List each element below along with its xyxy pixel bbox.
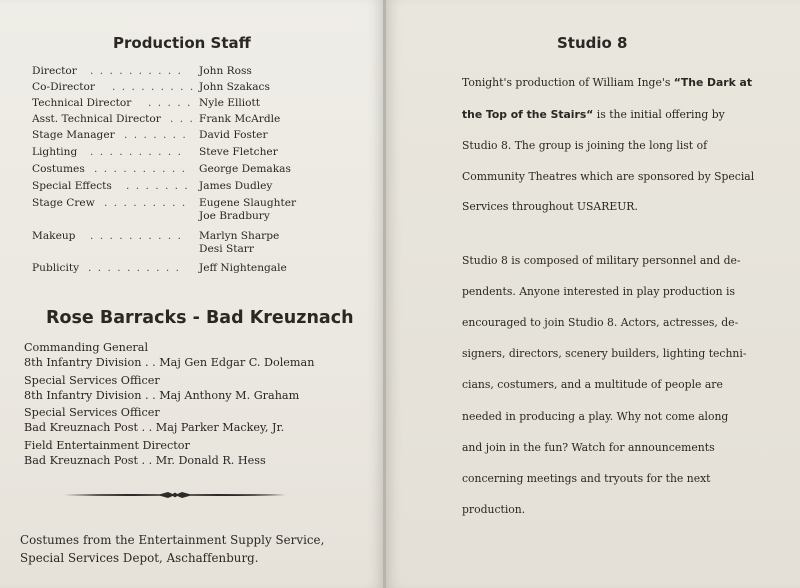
staff-role: Makeup bbox=[32, 230, 76, 242]
staff-dots: . . . . . . . . . bbox=[112, 81, 195, 93]
body-line: needed in producing a play. Why not come along bbox=[462, 410, 729, 423]
intro-line bbox=[462, 108, 725, 121]
staff-row bbox=[32, 129, 268, 141]
staff-dots: . . . . . . . . . . bbox=[94, 163, 187, 175]
staff-role: Lighting bbox=[32, 146, 78, 158]
staff-row bbox=[32, 180, 273, 192]
body-line: encouraged to join Studio 8. Actors, actresses, de- bbox=[462, 316, 739, 329]
intro-line: Community Theatres which are sponsored by Special bbox=[462, 170, 755, 183]
staff-row bbox=[32, 262, 287, 274]
staff-dots: . . . bbox=[170, 113, 195, 125]
staff-role: Publicity bbox=[32, 262, 80, 274]
staff-row bbox=[32, 197, 297, 222]
staff-dots: . . . . . . . bbox=[126, 180, 190, 192]
ornament-divider bbox=[64, 489, 286, 501]
play-title: “The Dark at bbox=[673, 76, 752, 89]
officer-line: 8th Infantry Division . . Maj Gen Edgar C. Doleman bbox=[24, 356, 315, 369]
costumes-credit-line: Special Services Depot, Aschaffenburg. bbox=[20, 551, 259, 565]
staff-role: Stage Crew bbox=[32, 197, 95, 209]
staff-name: John Ross bbox=[199, 65, 252, 77]
staff-dots: . . . . . . . bbox=[124, 129, 188, 141]
officer-title: Commanding General bbox=[24, 341, 149, 354]
intro-text: Tonight's production of William Inge's bbox=[462, 76, 674, 89]
staff-role: Costumes bbox=[32, 163, 85, 175]
staff-dots: . . . . . . . . . . bbox=[90, 146, 183, 158]
staff-role: Stage Manager bbox=[32, 129, 115, 141]
officer-line: Bad Kreuznach Post . . Mr. Donald R. Hess bbox=[24, 454, 266, 467]
staff-name: Marlyn Sharpe bbox=[199, 230, 280, 242]
production-staff-heading: Production Staff bbox=[113, 34, 251, 52]
body-line: signers, directors, scenery builders, lighting techni- bbox=[462, 347, 747, 360]
staff-row bbox=[32, 146, 278, 158]
staff-role: Technical Director bbox=[32, 97, 132, 109]
staff-dots: . . . . . . . . . . bbox=[88, 262, 181, 274]
body-line: pendents. Anyone interested in play production is bbox=[462, 285, 736, 298]
intro-line bbox=[462, 76, 752, 89]
officer-line: 8th Infantry Division . . Maj Anthony M. Graham bbox=[24, 389, 300, 402]
staff-row bbox=[32, 65, 252, 77]
staff-dots: . . . . . . . . . . bbox=[90, 230, 183, 242]
staff-name: James Dudley bbox=[199, 180, 273, 192]
staff-row bbox=[32, 81, 270, 93]
body-line: cians, costumers, and a multitude of people are bbox=[462, 378, 723, 391]
staff-role: Director bbox=[32, 65, 77, 77]
left-page bbox=[0, 0, 383, 588]
barracks-heading: Rose Barracks - Bad Kreuznach bbox=[46, 308, 354, 328]
staff-role: Special Effects bbox=[32, 180, 112, 192]
staff-name-second: Joe Bradbury bbox=[199, 210, 270, 222]
intro-line: Studio 8. The group is joining the long list of bbox=[462, 139, 708, 152]
staff-name: David Foster bbox=[199, 129, 268, 141]
intro-text: is the initial offering by bbox=[593, 108, 725, 121]
officer-title: Special Services Officer bbox=[24, 406, 160, 419]
staff-name: Frank McArdle bbox=[199, 113, 281, 125]
body-line: Studio 8 is composed of military personnel and de- bbox=[462, 254, 741, 267]
staff-dots: . . . . . bbox=[148, 97, 192, 109]
staff-row bbox=[32, 97, 261, 109]
staff-name: John Szakacs bbox=[199, 81, 270, 93]
body-line: production. bbox=[462, 503, 526, 516]
staff-dots: . . . . . . . . . . bbox=[90, 65, 183, 77]
staff-name-second: Desi Starr bbox=[199, 243, 254, 255]
body-line: and join in the fun? Watch for announcements bbox=[462, 441, 715, 454]
officer-title: Field Entertainment Director bbox=[24, 439, 190, 452]
staff-dots: . . . . . . . . . bbox=[104, 197, 187, 209]
staff-name: Nyle Elliott bbox=[199, 97, 261, 109]
officer-title: Special Services Officer bbox=[24, 374, 160, 387]
staff-role: Co-Director bbox=[32, 81, 95, 93]
intro-line: Services throughout USAREUR. bbox=[462, 200, 638, 213]
staff-row bbox=[32, 113, 281, 125]
costumes-credit-line: Costumes from the Entertainment Supply Service, bbox=[20, 533, 325, 547]
staff-name: Jeff Nightengale bbox=[199, 262, 287, 274]
staff-row bbox=[32, 163, 291, 175]
studio-8-heading: Studio 8 bbox=[557, 34, 628, 52]
staff-name: Eugene Slaughter bbox=[199, 197, 297, 209]
staff-name: Steve Fletcher bbox=[199, 146, 278, 158]
play-title: the Top of the Stairs“ bbox=[462, 108, 594, 121]
staff-name: George Demakas bbox=[199, 163, 291, 175]
officer-line: Bad Kreuznach Post . . Maj Parker Mackey, Jr. bbox=[24, 421, 285, 434]
staff-row bbox=[32, 230, 280, 255]
staff-role: Asst. Technical Director bbox=[32, 113, 161, 125]
body-line: concerning meetings and tryouts for the next bbox=[462, 472, 711, 485]
